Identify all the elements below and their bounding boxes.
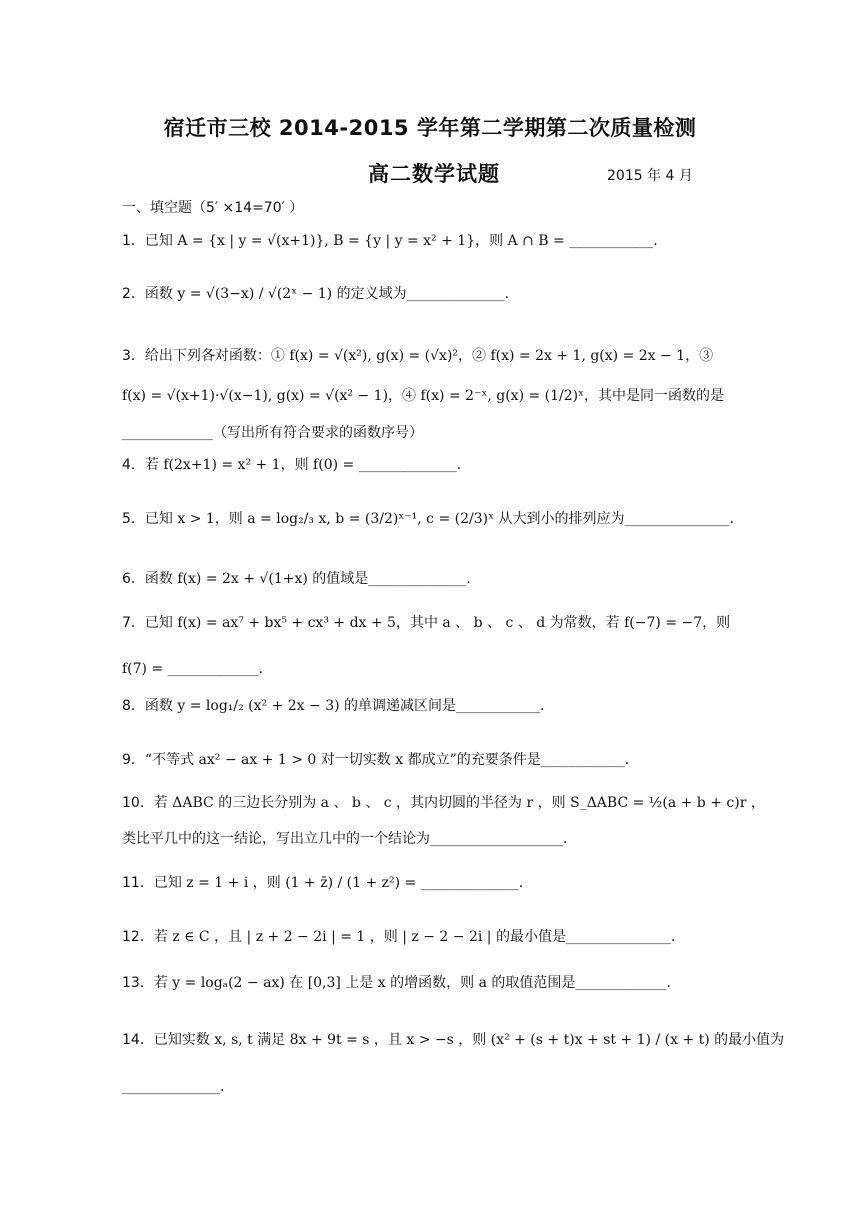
question-3-answer-line: _____________（写出所有符合要求的函数序号） [122,425,423,441]
question-9: 9．“不等式 ax² − ax + 1 > 0 对一切实数 x 都成立”的充要条件是____________. [122,752,630,768]
question-5: 5．已知 x > 1，则 a = log₂/₃ x, b = (3/2)ˣ⁻¹, c = (2/3)ˣ 从大到小的排列应为_______________. [122,511,734,527]
page-subtitle: 高二数学试题 [368,162,500,186]
exam-date: 2015 年 4 月 [607,168,693,184]
question-14: 14．已知实数 x, s, t 满足 8x + 9t = s ，且 x > −s ，则 (x² + (s + t)x + st + 1) / (x + t) 的最小值为 [122,1032,785,1048]
question-6: 6．函数 f(x) = 2x + √(1+x) 的值域是______________. [122,571,471,587]
page-title: 宿迁市三校 2014-2015 学年第二学期第二次质量检测 [163,116,697,140]
question-10-continued: 类比平几中的这一结论，写出立几中的一个结论为___________________. [122,831,568,847]
question-11: 11．已知 z = 1 + i ，则 (1 + z̄) / (1 + z²) = ______________. [122,875,524,891]
question-14-answer-line: ______________. [122,1079,225,1095]
question-1: 1．已知 A = {x | y = √(x+1)}, B = {y | y = x² + 1}，则 A ∩ B = ____________. [122,233,658,249]
question-7: 7．已知 f(x) = ax⁷ + bx⁵ + cx³ + dx + 5，其中 a 、 b 、 c 、 d 为常数，若 f(−7) = −7，则 [122,615,731,631]
question-3: 3．给出下列各对函数：① f(x) = √(x²), g(x) = (√x)²，② f(x) = 2x + 1, g(x) = 2x − 1，③ [122,348,714,364]
section-heading: 一、填空题（5′ ×14=70′ ） [122,200,304,216]
question-10: 10．若 ΔABC 的三边长分别为 a 、 b 、 c ，其内切圆的半径为 r ，则 S_ΔABC = ½(a + b + c)r ， [122,795,765,811]
question-2: 2．函数 y = √(3−x) / √(2ˣ − 1) 的定义域为______________. [122,286,510,302]
question-7-continued: f(7) = _____________. [122,661,264,677]
question-13: 13．若 y = logₐ(2 − ax) 在 [0,3] 上是 x 的增函数，则 a 的取值范围是_____________. [122,975,671,991]
question-4: 4．若 f(2x+1) = x² + 1，则 f(0) = ______________. [122,457,462,473]
question-3-continued: f(x) = √(x+1)·√(x−1), g(x) = √(x² − 1)，④ f(x) = 2⁻ˣ, g(x) = (1/2)ˣ，其中是同一函数的是 [122,388,725,404]
question-12: 12．若 z ∈ C ，且 | z + 2 − 2i | = 1 ，则 | z − 2 − 2i | 的最小值是_______________. [122,929,676,945]
question-8: 8．函数 y = log₁/₂ (x² + 2x − 3) 的单调递减区间是____________. [122,698,545,714]
